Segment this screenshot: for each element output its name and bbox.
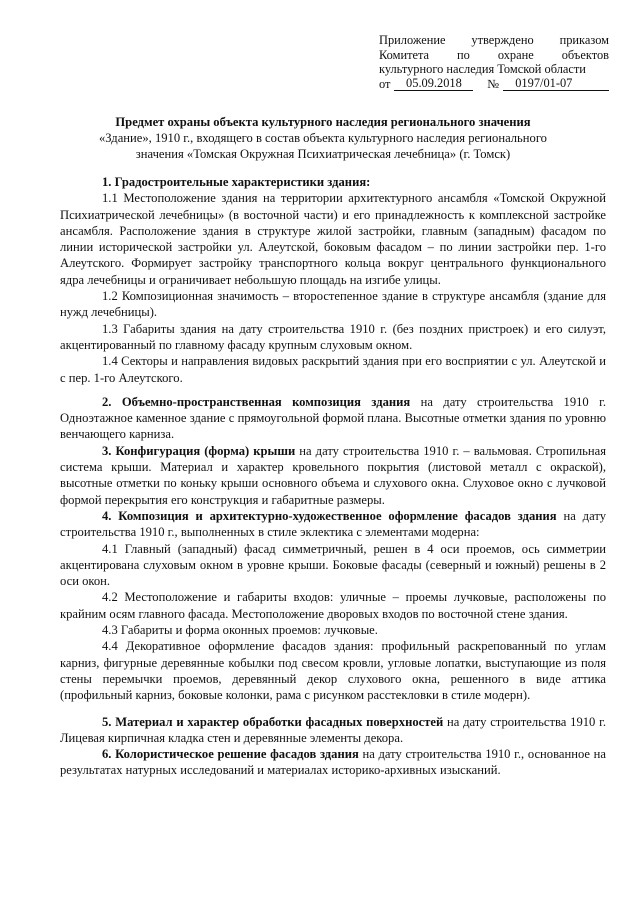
approval-line-3: культурного наследия Томской области [379,62,586,76]
approval-number: 0197/01-07 [503,77,609,91]
approval-line-2: Комитета по охране объектов [379,47,609,62]
document-title [60,114,586,162]
section-3-text: на дату строительства 1910 г. – вальмовая. Стропильная система крыши. Материал и характер кровельного покрытия (листовой металл с окраской), высотные отметки по коньку крыши основного объема и слухового окна. Слуховое окно с лучковой формой перекрытия его конструкция и габаритные размеры. [60,443,606,507]
section-2-text: на дату строительства 1910 г. Одноэтажное каменное здание с прямоугольной формой плана. Высотные отметки здания по уровню венчающего карниза. [60,394,607,442]
section-6-text: на дату строительства 1910 г., основанное на результатах натурных исследований и материалах историко-архивных изысканий. [60,747,606,778]
from-label: от [379,76,391,91]
section-2 [60,394,606,443]
section-3 [60,443,606,508]
approval-line-1: Приложение утверждено приказом [379,33,609,47]
approval-stamp [379,33,609,91]
section-5-heading: 5. Материал и характер обработки фасадных поверхностей [102,714,444,729]
section-1-heading: 1. Градостроительные характеристики здания: [102,175,371,189]
section-4 [60,508,606,541]
section-5-text: на дату строительства 1910 г. Лицевая кирпичная кладка стен и деревянные элементы декора. [60,714,606,745]
paragraph-4-4: 4.4 Декоративное оформление фасадов здания: профильный раскрепованный по углам карниз, фигурные деревянные кобылки под свесом кровли, угловые лопатки, выступающие из поля стены перемычки проемов, деревянный декор слухового окна, решенного в виде аттика (профильный карниз, боковые колонки, рама с рисунком расстекловки в стиле модерн). [60,639,606,703]
section-4-heading: 4. Композиция и архитектурно-художественное оформление фасадов здания [102,508,557,523]
section-2-heading: 2. Объемно-пространственная композиция здания [102,394,411,409]
paragraph-4-3: 4.3 Габариты и форма оконных проемов: лучковые. [102,623,378,638]
approval-date-row [379,77,609,92]
title-line-2: «Здание», 1910 г., входящего в состав объекта культурного наследия регионального [99,131,547,145]
paragraph-1-4: 1.4 Секторы и направления видовых раскрытий здания при его восприятии с ул. Алеутской и с пер. 1-го Алеутского. [60,354,606,385]
title-line-1: Предмет охраны объекта культурного наследия регионального значения [115,115,531,129]
paragraph-1-3: 1.3 Габариты здания на дату строительства 1910 г. (без поздних пристроек) и его силуэт, акцентированный по главному фасаду крупным слуховым окном. [60,321,606,352]
section-5 [60,714,606,747]
document-body [60,174,606,779]
section-6-heading: 6. Колористическое решение фасадов здания [102,747,359,762]
section-3-heading: 3. Конфигурация (форма) крыши [102,443,296,458]
approval-date: 05.09.2018 [394,77,473,91]
section-6 [60,746,606,779]
title-line-3: значения «Томская Окружная Психиатрическая лечебница» (г. Томск) [135,147,511,161]
paragraph-1-2: 1.2 Композиционная значимость – второстепенное здание в структуре ансамбля (здание для нужд лечебницы). [60,289,606,320]
paragraph-4-1: 4.1 Главный (западный) фасад симметричный, решен в 4 оси проемов, ось симметрии акцентирована слуховым окном в уровне крыши. Боковые фасады (северный и южный) решены в 2 оси окон. [60,541,606,589]
number-sign: № [487,76,500,91]
paragraph-4-2: 4.2 Местоположение и габариты входов: уличные – проемы лучковые, расположены по крайним осям главного фасада. Местоположение дворовых входов по восточной стене здания. [60,590,606,621]
paragraph-1-1: 1.1 Местоположение здания на территории архитектурного ансамбля «Томской Окружной Психиатрической лечебницы» (в восточной части) и его принадлежность к комплексной застройке ансамбля. Расположение здания в структуре жилой застройки, главным (западным) фасадом по линии исторической застройки ул. Алеутской, боковым фасадом – по линии застройки пер. 1-го Алеутского. Формирует застройку транспортного кольца вокруг центрального функционального ядра лечебницы и ограничивает небольшую площадь на изгибе улицы. [60,191,606,287]
section-4-text: на дату строительства 1910 г., выполненных в стиле эклектика с элементами модерна: [60,508,606,540]
